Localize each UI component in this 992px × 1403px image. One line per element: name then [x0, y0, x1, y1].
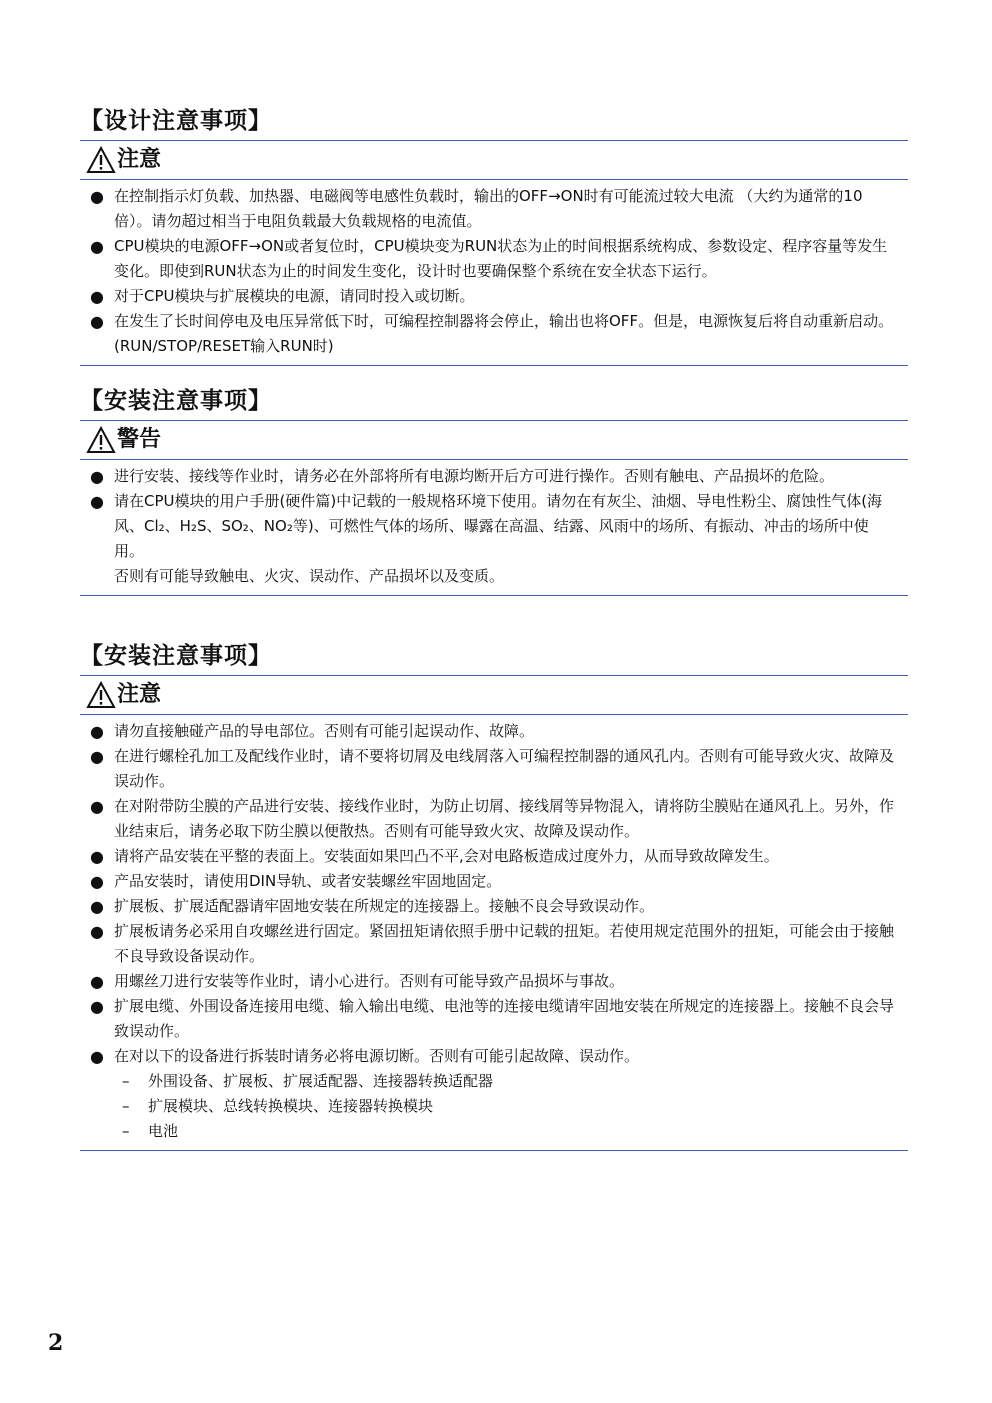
- sub-list-item: – 扩展模块、总线转换模块、连接器转换模块: [80, 1094, 908, 1119]
- warning-triangle-icon: [86, 146, 116, 174]
- bullet: ●: [90, 847, 104, 866]
- section-install-warning: [80, 386, 908, 596]
- list-item: ● 请勿直接触碰产品的导电部位。否则有可能引起误动作、故障。: [80, 719, 908, 744]
- bullet: ●: [90, 972, 104, 991]
- bullet: ●: [90, 187, 104, 206]
- dash: –: [122, 1122, 130, 1140]
- bullet: ●: [90, 922, 104, 941]
- caution-label: 注意: [117, 682, 162, 707]
- list-item: ● CPU模块的电源OFF→ON或者复位时，CPU模块变为RUN状态为止的时间根据系统构成、参数设定、程序容量等发生变化。即使到RUN状态为止的时间发生变化，设计时也要确保整个系统在安全状态下运行。: [80, 234, 908, 284]
- warning-label: 警告: [117, 427, 162, 452]
- dash: –: [122, 1072, 130, 1090]
- list-item: ● 扩展板请务必采用自攻螺丝进行固定。紧固扭矩请依照手册中记载的扭矩。若使用规定范围外的扭矩，可能会由于接触不良导致设备误动作。: [80, 919, 908, 969]
- list-item: ● 在控制指示灯负载、加热器、电磁阀等电感性负载时，输出的OFF→ON时有可能流过较大电流 （大约为通常的10倍）。请勿超过相当于电阻负载最大负载规格的电流值。: [80, 184, 908, 234]
- sub-list-item: – 外围设备、扩展板、扩展适配器、连接器转换适配器: [80, 1069, 908, 1094]
- bullet: ●: [90, 897, 104, 916]
- warning-triangle-icon: [86, 426, 116, 454]
- section-design-caution: [80, 106, 908, 366]
- dash: –: [122, 1097, 130, 1115]
- warning-header: [80, 421, 908, 459]
- bullet: ●: [90, 797, 104, 816]
- bullet: ●: [90, 722, 104, 741]
- list-item: ● 产品安装时，请使用DIN导轨、或者安装螺丝牢固地固定。: [80, 869, 908, 894]
- bullet: ●: [90, 997, 104, 1016]
- list-item: ● 请将产品安装在平整的表面上。安装面如果凹凸不平,会对电路板造成过度外力，从而导致故障发生。: [80, 844, 908, 869]
- bullet: ●: [90, 467, 104, 486]
- bullet: ●: [90, 287, 104, 306]
- bullet: ●: [90, 872, 104, 891]
- section-title: 【安装注意事项】: [80, 643, 272, 669]
- item-list: [80, 715, 908, 1150]
- list-item: ● 在对以下的设备进行拆装时请务必将电源切断。否则有可能引起故障、误动作。: [80, 1044, 908, 1069]
- bullet: ●: [90, 1047, 104, 1066]
- list-item: ● 对于CPU模块与扩展模块的电源，请同时投入或切断。: [80, 284, 908, 309]
- divider: [80, 595, 908, 596]
- bullet: ●: [90, 747, 104, 766]
- section-install-caution: [80, 641, 908, 1151]
- list-item: ● 请在CPU模块的用户手册(硬件篇)中记载的一般规格环境下使用。请勿在有灰尘、油烟、导电性粉尘、腐蚀性气体(海风、Cl₂、H₂S、SO₂、NO₂等)、可燃性气体的场所、曝露在高温、结露、风雨中的场所、有振动、冲击的场所中使用。: [80, 489, 908, 564]
- list-item: ● 在对附带防尘膜的产品进行安装、接线作业时，为防止切屑、接线屑等异物混入，请将防尘膜贴在通风孔上。另外，作业结束后，请务必取下防尘膜以便散热。否则有可能导致火灾、故障及误动作。: [80, 794, 908, 844]
- bullet: ●: [90, 312, 104, 331]
- list-item: ● 在进行螺栓孔加工及配线作业时，请不要将切屑及电线屑落入可编程控制器的通风孔内。否则有可能导致火灾、故障及误动作。: [80, 744, 908, 794]
- section-title: 【设计注意事项】: [80, 108, 272, 134]
- list-item: ● 在发生了长时间停电及电压异常低下时，可编程控制器将会停止，输出也将OFF。但是，电源恢复后将自动重新启动。(RUN/STOP/RESET输入RUN时): [80, 309, 908, 359]
- page-number: 2: [48, 1330, 64, 1356]
- divider: [80, 1150, 908, 1151]
- section-title: 【安装注意事项】: [80, 388, 272, 414]
- bullet: ●: [90, 237, 104, 256]
- caution-label: 注意: [117, 147, 162, 172]
- list-item-continuation: 否则有可能导致触电、火灾、误动作、产品损坏以及变质。: [114, 567, 505, 585]
- sub-list-item: – 电池: [80, 1119, 908, 1144]
- list-item: ● 进行安装、接线等作业时，请务必在外部将所有电源均断开后方可进行操作。否则有触电、产品损坏的危险。: [80, 464, 908, 489]
- list-item: ● 扩展电缆、外围设备连接用电缆、输入输出电缆、电池等的连接电缆请牢固地安装在所规定的连接器上。接触不良会导致误动作。: [80, 994, 908, 1044]
- divider: [80, 365, 908, 366]
- caution-header: [80, 676, 908, 714]
- item-list: [80, 460, 908, 595]
- bullet: ●: [90, 492, 104, 511]
- item-list: [80, 180, 908, 365]
- list-item: ● 扩展板、扩展适配器请牢固地安装在所规定的连接器上。接触不良会导致误动作。: [80, 894, 908, 919]
- list-item: ● 用螺丝刀进行安装等作业时，请小心进行。否则有可能导致产品损坏与事故。: [80, 969, 908, 994]
- warning-triangle-icon: [86, 681, 116, 709]
- caution-header: [80, 141, 908, 179]
